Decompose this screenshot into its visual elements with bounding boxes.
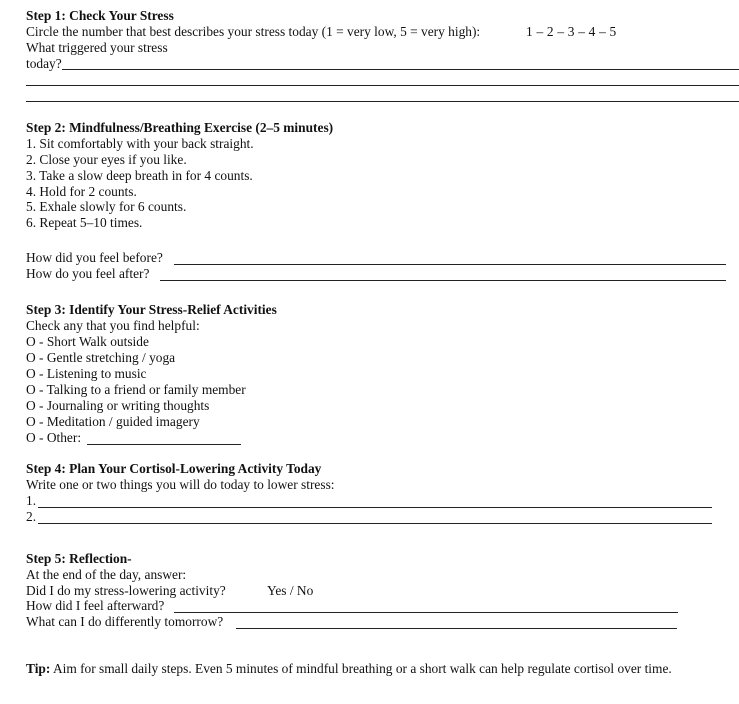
tip (26, 661, 672, 677)
plan-item-number: 2. (26, 509, 37, 524)
step1-title: Step 1: Check Your Stress (26, 8, 174, 23)
activity-option[interactable]: O - Journaling or writing thoughts (26, 398, 210, 413)
reflection-question-differently: What can I do differently tomorrow? (26, 614, 224, 629)
trigger-answer-line-1[interactable] (62, 69, 739, 70)
trigger-prompt-today: today? (26, 56, 62, 71)
trigger-prompt: What triggered your stress (26, 40, 168, 55)
trigger-answer-line-2[interactable] (26, 85, 739, 86)
tip-label: Tip: (26, 661, 51, 676)
reflection-question-activity: Did I do my stress-lowering activity? (26, 583, 226, 598)
plan-line-2[interactable] (38, 523, 712, 524)
breathing-step: 1. Sit comfortably with your back straight. (26, 136, 254, 151)
step4-title: Step 4: Plan Your Cortisol-Lowering Activity Today (26, 461, 322, 476)
breathing-step: 5. Exhale slowly for 6 counts. (26, 199, 187, 214)
breathing-step: 2. Close your eyes if you like. (26, 152, 187, 167)
step5-title: Step 5: Reflection- (26, 551, 132, 566)
breathing-step: 3. Take a slow deep breath in for 4 counts. (26, 168, 253, 183)
breathing-step: 4. Hold for 2 counts. (26, 184, 137, 199)
other-activity-line[interactable] (87, 444, 241, 445)
plan-instruction: Write one or two things you will do today to lower stress: (26, 477, 335, 492)
feel-after-label: How do you feel after? (26, 266, 150, 281)
feel-before-label: How did you feel before? (26, 250, 163, 265)
reflection-question-feel: How did I feel afterward? (26, 598, 165, 613)
activity-option[interactable]: O - Talking to a friend or family member (26, 382, 246, 397)
activity-option[interactable]: O - Meditation / guided imagery (26, 414, 200, 429)
activity-option-other[interactable]: O - Other: (26, 430, 82, 445)
step3-title: Step 3: Identify Your Stress-Relief Activities (26, 302, 277, 317)
plan-item-number: 1. (26, 493, 37, 508)
breathing-step: 6. Repeat 5–10 times. (26, 215, 143, 230)
yes-no-answer[interactable]: Yes / No (267, 583, 314, 598)
activity-option[interactable]: O - Gentle stretching / yoga (26, 350, 176, 365)
stress-scale[interactable]: 1 – 2 – 3 – 4 – 5 (526, 24, 617, 39)
step2-title: Step 2: Mindfulness/Breathing Exercise (2–5 minutes) (26, 120, 334, 135)
reflection-intro: At the end of the day, answer: (26, 567, 187, 582)
reflection-differently-line[interactable] (236, 628, 677, 629)
tip-text: Aim for small daily steps. Even 5 minutes of mindful breathing or a short walk can help regulate cortisol over time. (52, 661, 672, 676)
feel-after-line[interactable] (160, 280, 726, 281)
feel-before-line[interactable] (174, 264, 726, 265)
plan-line-1[interactable] (38, 507, 712, 508)
trigger-answer-line-3[interactable] (26, 101, 739, 102)
activity-option[interactable]: O - Listening to music (26, 366, 147, 381)
stress-circle-prompt: Circle the number that best describes your stress today (1 = very low, 5 = very high): (26, 24, 481, 39)
activities-instruction: Check any that you find helpful: (26, 318, 200, 333)
reflection-feel-line[interactable] (174, 612, 678, 613)
activity-option[interactable]: O - Short Walk outside (26, 334, 149, 349)
